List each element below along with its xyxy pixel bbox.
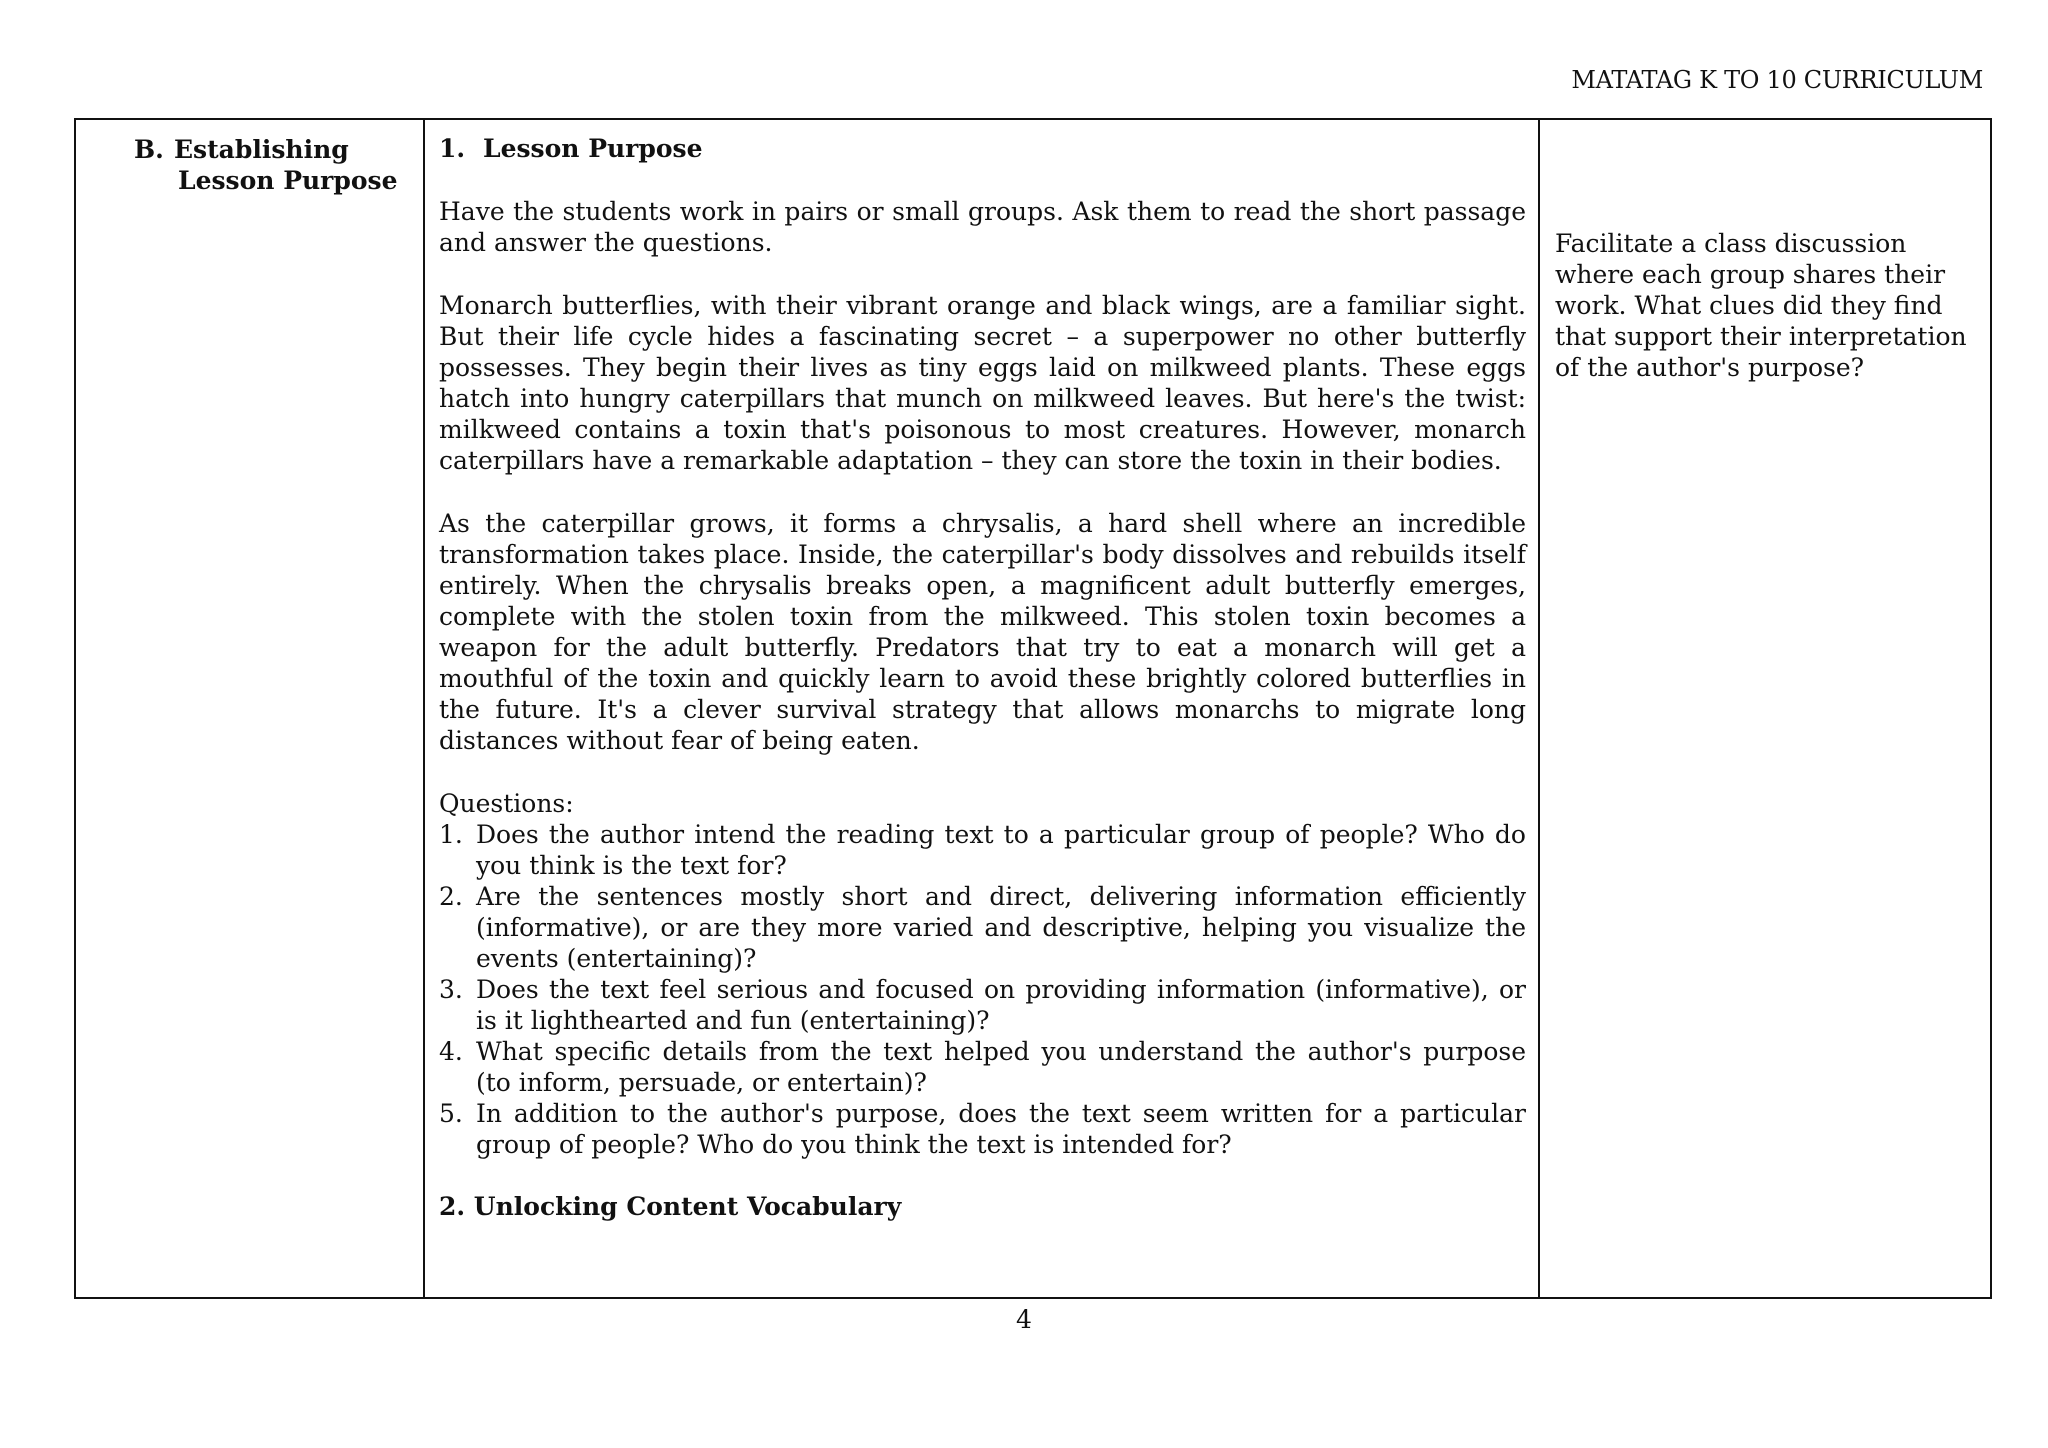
section-label-cell (75, 119, 424, 1298)
question-item (439, 1098, 1526, 1160)
question-number: 3. (439, 975, 463, 1004)
table-row (75, 119, 1991, 1298)
question-number: 4. (439, 1037, 463, 1066)
teacher-note: Facilitate a class discussion where each group shares their work. What clues did they find that support their interpretation of the author's purpose? (1555, 229, 1967, 382)
passage-paragraph-1: Monarch butterflies, with their vibrant orange and black wings, are a familiar sight. But their life cycle hides a fascinating secret – a superpower no other butterfly possesses. They begin their lives as tiny eggs laid on milkweed plants. These eggs hatch into hungry caterpillars that munch on milkweed leaves. But here's the twist: milkweed contains a toxin that's poisonous to most creatures. However, monarch caterpillars have a remarkable adaptation – they can store the toxin in their bodies. (439, 291, 1526, 475)
questions-label: Questions: (439, 789, 574, 818)
lesson-purpose-number: 1. (439, 134, 466, 163)
question-number: 5. (439, 1099, 463, 1128)
section-letter: B. (134, 135, 164, 164)
lesson-purpose-heading (439, 133, 1526, 164)
question-number: 1. (439, 820, 463, 849)
question-item (439, 819, 1526, 881)
lesson-content-cell (424, 119, 1539, 1298)
question-item (439, 974, 1526, 1036)
question-text: Does the text feel serious and focused on providing information (informative), or is it lighthearted and fun (entertaining)? (476, 975, 1526, 1035)
section-label (134, 134, 423, 196)
vocabulary-heading: 2. Unlocking Content Vocabulary (439, 1192, 902, 1221)
questions-list (439, 819, 1526, 1160)
question-number: 2. (439, 882, 463, 911)
question-text: Does the author intend the reading text to a particular group of people? Who do you think is the text for? (476, 820, 1526, 880)
section-title-line2: Lesson Purpose (178, 166, 398, 195)
passage-paragraph-2: As the caterpillar grows, it forms a chrysalis, a hard shell where an incredible transformation takes place. Inside, the caterpillar's body dissolves and rebuilds itself entirely. When the chrysalis breaks open, a magnificent adult butterfly emerges, complete with the stolen toxin from the milkweed. This stolen toxin becomes a weapon for the adult butterfly. Predators that try to eat a monarch will get a mouthful of the toxin and quickly learn to avoid these brightly colored butterflies in the future. It's a clever survival strategy that allows monarchs to migrate long distances without fear of being eaten. (439, 509, 1526, 755)
question-item (439, 1036, 1526, 1098)
lesson-purpose-title: Lesson Purpose (483, 134, 703, 163)
page-number: 4 (1016, 1305, 1032, 1334)
question-item (439, 881, 1526, 974)
question-text: Are the sentences mostly short and direct, delivering information efficiently (informative), or are they more varied and descriptive, helping you visualize the events (entertaining)? (476, 882, 1526, 973)
lesson-plan-table (74, 118, 1992, 1299)
instruction-text: Have the students work in pairs or small groups. Ask them to read the short passage and answer the questions. (439, 197, 1526, 257)
question-text: What specific details from the text helped you understand the author's purpose (to inform, persuade, or entertain)? (476, 1037, 1526, 1097)
question-text: In addition to the author's purpose, does the text seem written for a particular group of people? Who do you think the text is intended for? (476, 1099, 1526, 1159)
section-title-line1: Establishing (174, 135, 349, 164)
teacher-notes-cell (1539, 119, 1991, 1298)
curriculum-header: MATATAG K TO 10 CURRICULUM (1571, 66, 1983, 94)
